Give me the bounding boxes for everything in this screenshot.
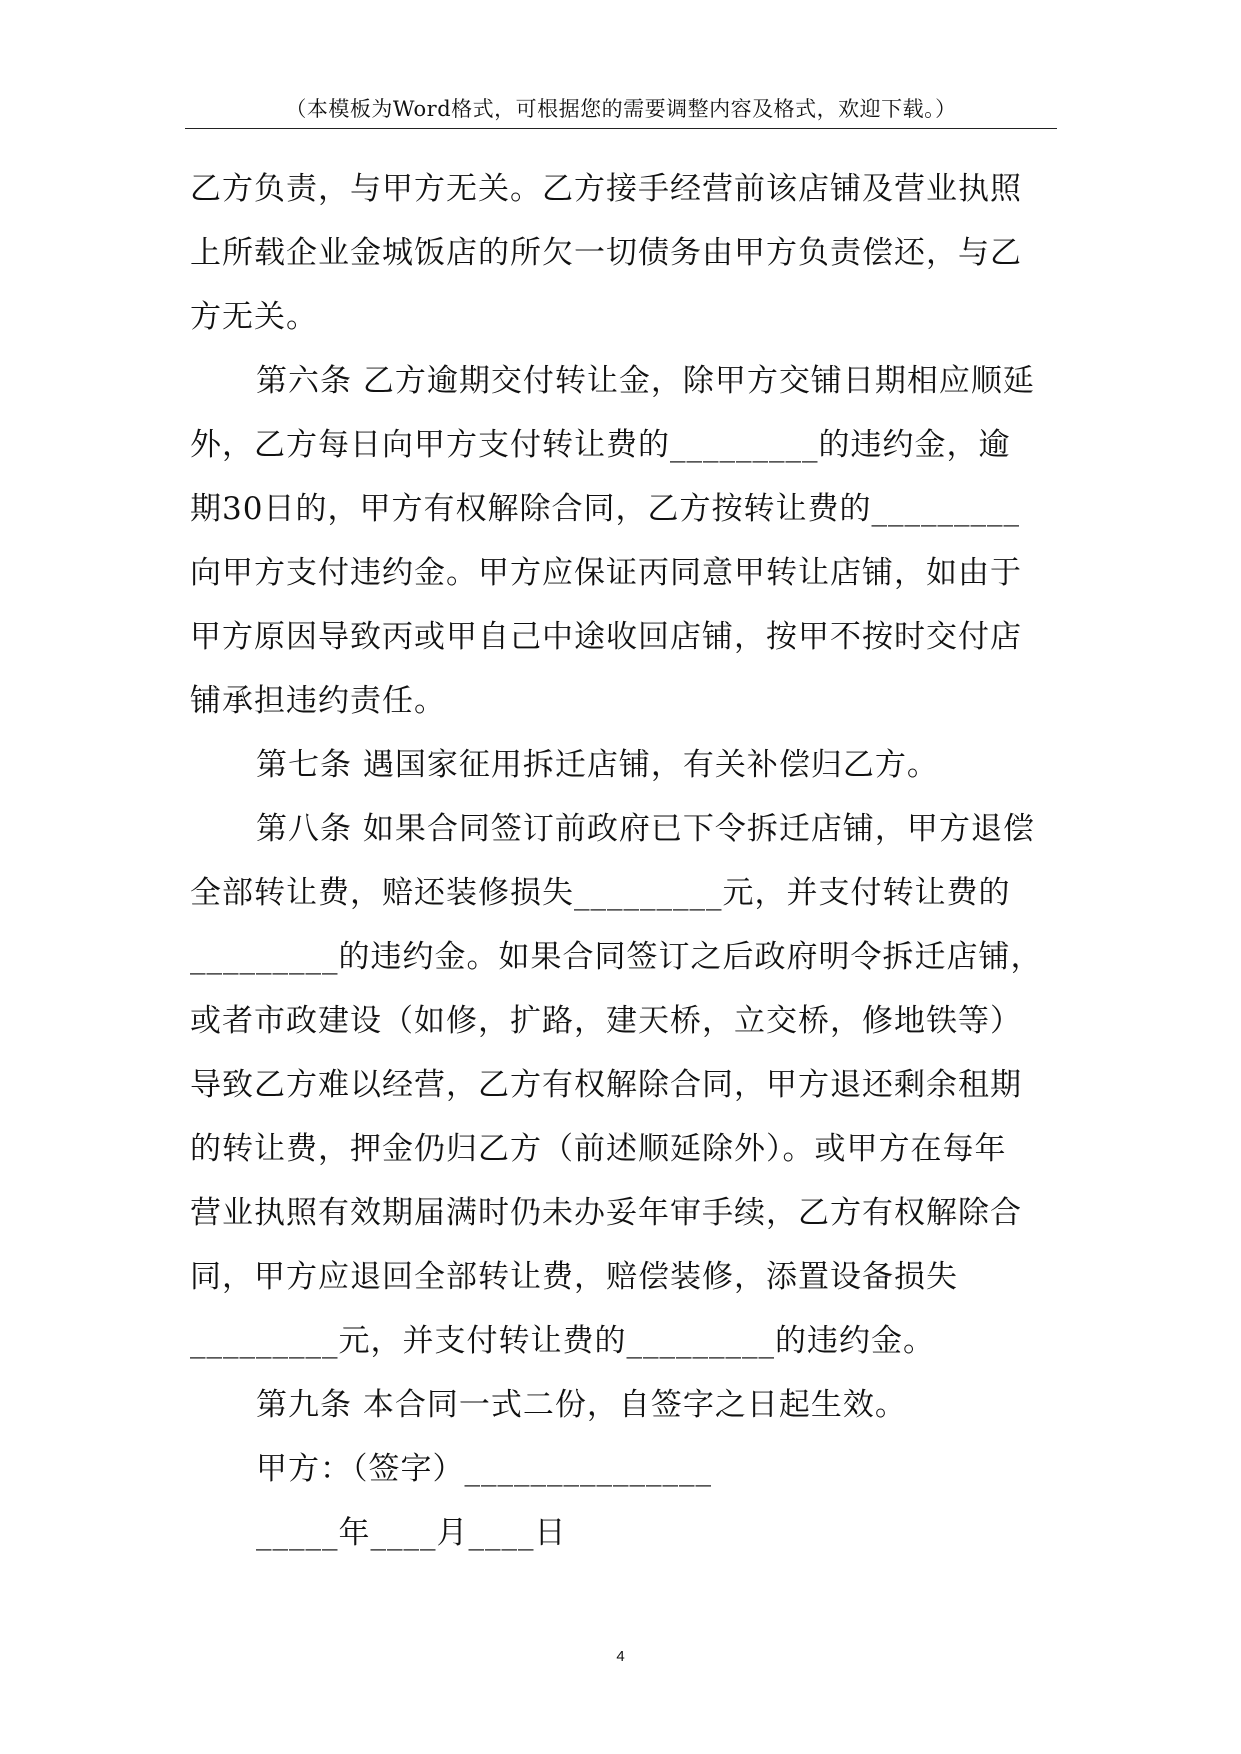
party-a-signature: 甲方：（签字）_______________: [256, 1451, 712, 1487]
body-line: 乙方负责，与甲方无关。乙方接手经营前该店铺及营业执照: [190, 171, 1022, 207]
header-note: （本模板为Word格式，可根据您的需要调整内容及格式，欢迎下载。）: [285, 97, 957, 121]
body-line: 导致乙方难以经营，乙方有权解除合同，甲方退还剩余租期: [190, 1067, 1022, 1103]
clause-9: 第九条 本合同一式二份，自签字之日起生效。: [256, 1387, 907, 1423]
body-line: 同，甲方应退回全部转让费，赔偿装修，添置设备损失: [190, 1259, 958, 1295]
body-line: _________元，并支付转让费的_________的违约金。: [190, 1323, 935, 1359]
body-line: 方无关。: [190, 299, 318, 335]
body-line: 营业执照有效期届满时仍未办妥年审手续，乙方有权解除合: [190, 1195, 1022, 1231]
clause-8-start: 第八条 如果合同签订前政府已下令拆迁店铺，甲方退偿: [256, 811, 1035, 847]
body-line: _________的违约金。如果合同签订之后政府明令拆迁店铺，: [190, 939, 1043, 975]
page-header: [185, 96, 1057, 129]
clause-6-start: 第六条 乙方逾期交付转让金，除甲方交铺日期相应顺延: [256, 363, 1035, 399]
body-line: 铺承担违约责任。: [190, 683, 446, 719]
body-line: 上所载企业金城饭店的所欠一切债务由甲方负责偿还，与乙: [190, 235, 1022, 271]
body-line: 的转让费，押金仍归乙方（前述顺延除外）。或甲方在每年: [190, 1131, 1007, 1167]
body-line: 全部转让费，赔还装修损失_________元，并支付转让费的: [190, 875, 1011, 911]
body-line: 甲方原因导致丙或甲自己中途收回店铺，按甲不按时交付店: [190, 619, 1022, 655]
body-line: 外，乙方每日向甲方支付转让费的_________的违约金，逾: [190, 427, 1011, 463]
document-body: [190, 157, 1062, 1565]
clause-7: 第七条 遇国家征用拆迁店铺，有关补偿归乙方。: [256, 747, 939, 783]
page-number: 4: [616, 1648, 625, 1665]
body-line: 或者市政建设（如修，扩路，建天桥，立交桥，修地铁等）: [190, 1003, 1022, 1039]
body-line: 期30日的，甲方有权解除合同，乙方按转让费的_________: [190, 491, 1020, 527]
signature-date: _____年____月____日: [256, 1515, 567, 1551]
body-line: 向甲方支付违约金。甲方应保证丙同意甲转让店铺，如由于: [190, 555, 1022, 591]
